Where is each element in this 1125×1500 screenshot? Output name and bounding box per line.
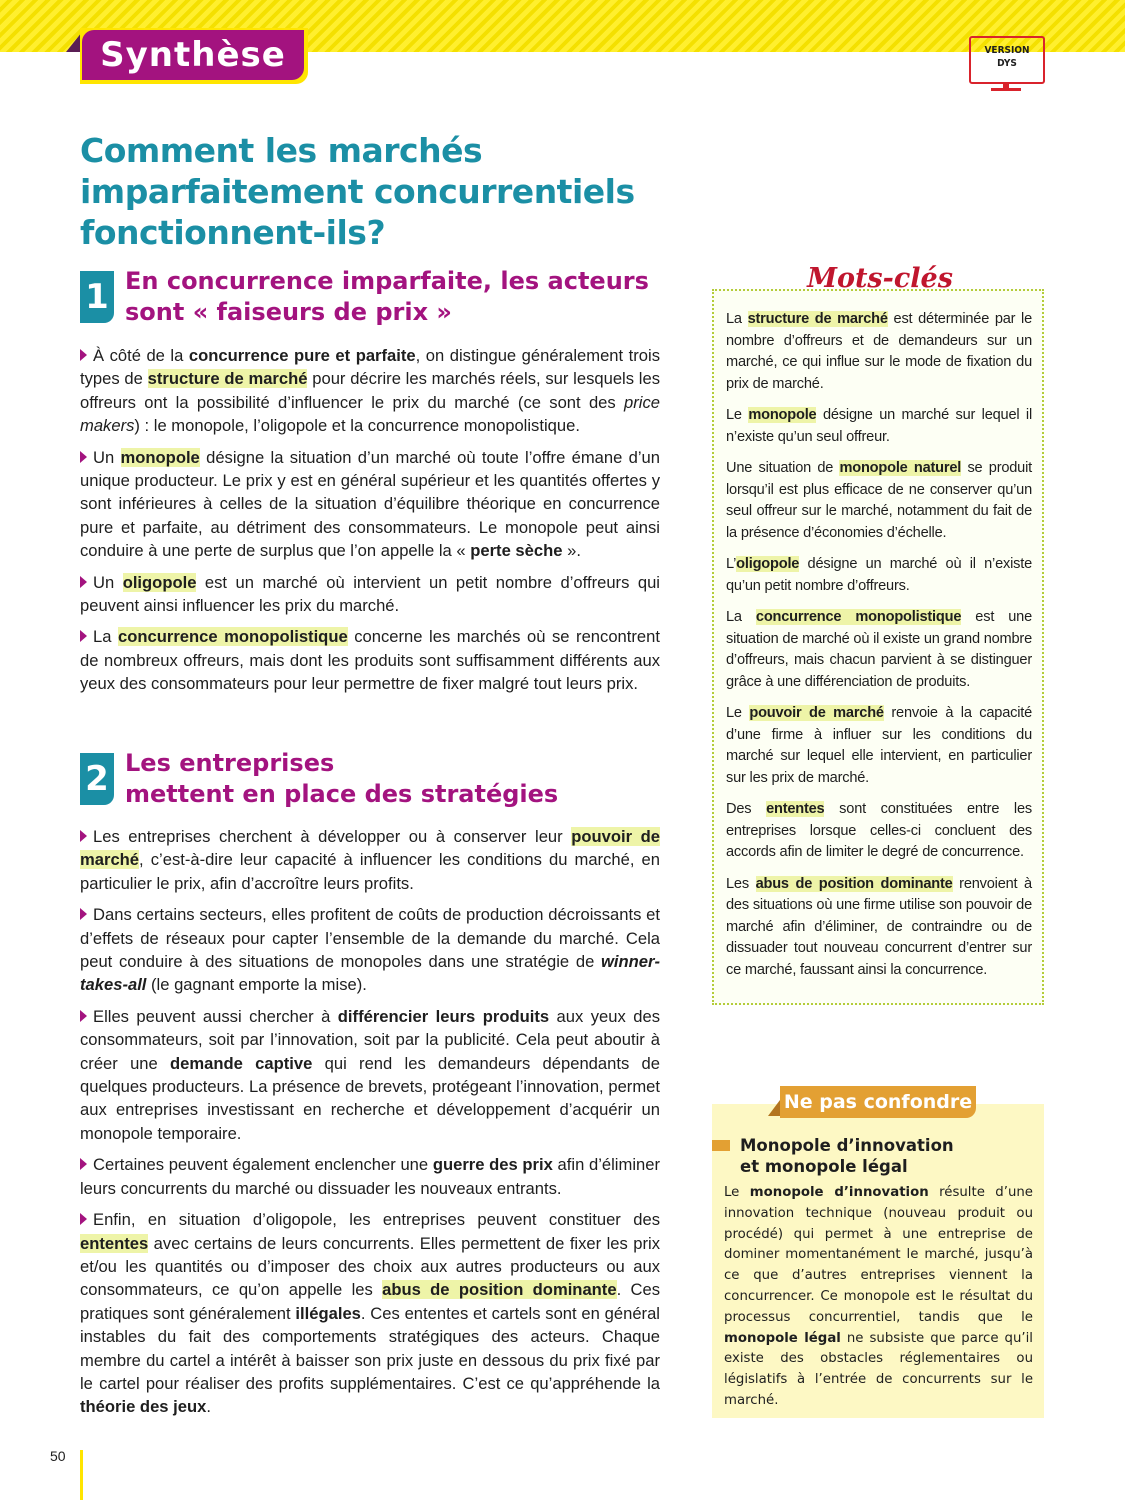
text-run: , on distingue généralement trois types de xyxy=(80,346,660,389)
text-run: se produit lorsqu’il est plus efficace de ne conserver qu’un seul offreur sur le marché, notamment du fait de la présence d’économies d’échelle. xyxy=(726,460,1032,541)
styled-run: théorie des jeux xyxy=(80,1397,207,1417)
paragraph xyxy=(726,874,1032,982)
styled-run: abus de position dominante xyxy=(382,1280,617,1300)
text-run: désigne la situation d’un marché où toute l’offre émane d’un unique producteur. Le prix y est en général supérieur et les quantités offertes y sont inférieures à celles de la situation d’équilibre théorique en concurrence pure et parfaite, au détriment des consommateurs. Le monopole peut ainsi conduire à une perte de surplus que l’on appelle la « xyxy=(80,447,661,561)
text-run: ) : le monopole, l’oligopole et la concurrence monopolistique. xyxy=(134,416,580,436)
text-run: Le xyxy=(724,1185,750,1200)
monitor-base xyxy=(991,88,1021,91)
paragraph xyxy=(726,458,1032,544)
bullet-icon xyxy=(80,1010,87,1022)
styled-run: monopole d’innovation xyxy=(749,1185,929,1200)
section-1-title-line1: En concurrence imparfaite, les acteurs xyxy=(125,267,649,295)
text-run: , c’est-à-dire leur capacité à influencer les conditions du marché, en particulier le prix, afin d’accroître leurs profits. xyxy=(80,850,660,893)
styled-run: demande captive xyxy=(170,1053,313,1073)
page-bar xyxy=(80,1450,83,1500)
text-run: Les entreprises cherchent à développer ou à conserver leur xyxy=(93,827,572,846)
text-run: Le xyxy=(726,407,749,423)
styled-run: ententes xyxy=(80,1233,149,1253)
text-run: La xyxy=(726,311,748,327)
styled-run: concurrence monopolistique xyxy=(755,609,962,625)
text-run: . Ces pratiques sont généralement xyxy=(80,1280,661,1323)
section-1-body xyxy=(80,344,660,704)
paragraph xyxy=(726,703,1032,789)
text-run: aux yeux des consommateurs, soit par l’innovation, soit par la publicité. Cela peut aboutir à créer une xyxy=(80,1006,661,1073)
text-run: (le gagnant emporte la mise). xyxy=(146,975,367,995)
page-number: 50 xyxy=(50,1448,66,1464)
paragraph xyxy=(80,344,660,438)
paragraph xyxy=(726,405,1032,448)
text-run: est une situation de marché où il existe un grand nombre d’offreurs, mais chacun parvient à se distinguer grâce à une différenciation de produits. xyxy=(726,609,1033,690)
styled-run: winner-takes-all xyxy=(80,952,660,995)
paragraph xyxy=(80,1005,660,1145)
text-run: concerne les marchés où se rencontrent de nombreux offreurs, mais dont les produits sont suffisamment différents aux yeux des consommateurs pour leur permettre de fixer malgré tout leurs prix. xyxy=(80,627,660,694)
styled-run: oligopole xyxy=(736,556,800,572)
styled-run: concurrence monopolistique xyxy=(118,627,348,647)
styled-run: monopole xyxy=(120,447,200,467)
styled-run: perte sèche xyxy=(470,541,563,561)
text-run: Elles peuvent aussi chercher à xyxy=(93,1006,338,1026)
paragraph xyxy=(726,309,1032,395)
text-run: Enfin, en situation d’oligopole, les entreprises peuvent constituer des xyxy=(93,1210,660,1230)
ne-pas-confondre-tab: Ne pas confondre xyxy=(780,1086,976,1118)
tab-fold xyxy=(768,1100,780,1116)
text-run: Les xyxy=(726,875,756,892)
styled-run: monopole xyxy=(748,407,817,423)
styled-run: ententes xyxy=(766,801,825,817)
text-run: La xyxy=(726,609,756,625)
styled-run: price makers xyxy=(80,392,660,436)
section-1-title-line2: sont « faiseurs de prix » xyxy=(125,298,452,326)
styled-run: monopole légal xyxy=(724,1330,841,1346)
bullet-icon xyxy=(80,576,87,588)
page-title: Comment les marchés imparfaitement concurrentiels fonctionnent-ils? xyxy=(80,131,635,252)
paragraph xyxy=(726,799,1032,864)
text-run: Un xyxy=(93,447,121,467)
text-run: Une situation de xyxy=(726,460,840,476)
monitor-icon xyxy=(969,36,1045,84)
styled-run: structure de marché xyxy=(147,369,308,389)
paragraph xyxy=(80,446,660,563)
text-run: résulte d’une innovation technique (nouveau produit ou procédé) qui permet à une entreprise de dominer momentanément le marché, jusqu’à ce que d’autres entreprises viennent la concurrencer. Ce monopole est le résultat du processus concurrentiel, tandis que le xyxy=(724,1185,1033,1325)
paragraph xyxy=(80,1208,660,1419)
bullet-icon xyxy=(80,830,87,842)
styled-run: monopole naturel xyxy=(839,460,962,476)
section-1-title xyxy=(125,266,649,328)
text-run: est déterminée par le nombre d’offreurs et de demandeurs sur un marché, ce qui influe sur le mode de fixation du prix de marché. xyxy=(726,311,1033,392)
styled-run: structure de marché xyxy=(747,311,888,327)
npc-heading-line1: Monopole d’innovation xyxy=(740,1136,954,1155)
text-run: est un marché où intervient un petit nombre d’offreurs qui peuvent ainsi influencer les prix du marché. xyxy=(80,572,660,616)
npc-heading-line2: et monopole légal xyxy=(740,1157,908,1176)
text-run: afin d’éliminer leurs concurrents du marché ou dissuader les nouveaux entrants. xyxy=(80,1155,660,1198)
styled-run: concurrence pure et parfaite xyxy=(188,346,416,365)
bullet-icon xyxy=(80,451,87,463)
section-2-title-line1: Les entreprises xyxy=(125,749,335,777)
paragraph xyxy=(80,825,660,895)
text-run: Certaines peuvent également enclencher une xyxy=(93,1155,433,1175)
text-run: Le xyxy=(726,705,750,721)
text-run: Des xyxy=(726,801,767,817)
synthese-badge: Synthèse xyxy=(82,30,304,80)
styled-run: abus de position dominante xyxy=(755,875,953,892)
dys-label-line2: DYS xyxy=(997,58,1017,69)
text-run: pour décrire les marchés réels, sur lesquels les offreurs ont la possibilité d’influencer le prix du marché (ce sont des xyxy=(80,369,661,412)
ne-pas-confondre-heading xyxy=(740,1135,1020,1177)
bullet-icon xyxy=(80,630,87,642)
section-2-body xyxy=(80,825,660,1427)
text-run: renvoient à des situations où une firme utilise son pouvoir de marché afin d’éliminer, de contraindre ou de dissuader tout nouveau concurrent d’entrer sur ce marché, faussant ainsi la concurrence. xyxy=(726,875,1032,978)
section-1-number: 1 xyxy=(80,271,114,323)
section-2-number: 2 xyxy=(80,753,114,805)
text-run: . xyxy=(206,1397,211,1417)
section-2-title-line2: mettent en place des stratégies xyxy=(125,780,559,808)
paragraph xyxy=(726,607,1032,693)
dys-label-line1: VERSION xyxy=(984,45,1030,56)
paragraph xyxy=(80,625,660,695)
text-run: désigne un marché où il n’existe qu’un petit nombre d’offreurs. xyxy=(726,556,1032,594)
paragraph xyxy=(80,571,660,618)
text-run: Dans certains secteurs, elles profitent de coûts de production décroissants et d’effets de réseaux pour capter l’ensemble de la demande du marché. Cela peut conduire à des situations de monopoles dans une stratégie de xyxy=(80,905,660,972)
paragraph xyxy=(80,903,660,997)
bullet-icon xyxy=(80,349,87,361)
styled-run: guerre des prix xyxy=(432,1155,553,1175)
paragraph xyxy=(726,554,1032,597)
styled-run: oligopole xyxy=(122,572,197,592)
styled-run: pouvoir de marché xyxy=(749,705,884,721)
text-run: ne subsiste que parce qu’il existe des obstacles réglementaires ou législatifs à l’entrée de concurrents sur le marché. xyxy=(724,1330,1033,1408)
text-run: La xyxy=(93,627,119,647)
text-run: qui rend les demandeurs dépendants de quelques producteurs. La présence de brevets, protégeant l’innovation, permet aux entreprises investissant en recherche et développement d’acquérir un monopole temporaire. xyxy=(80,1053,660,1143)
text-run: avec certains de leurs concurrents. Elles permettent de fixer les prix et/ou les quantités ou d’imposer des choix aux autres producteurs ou aux consommateurs, ce qu’on appelle les xyxy=(80,1233,660,1300)
text-run: renvoie à la capacité d’une firme à influer sur les conditions du marché sur lequel elle intervient, en particulier sur les prix de marché. xyxy=(726,705,1033,786)
text-run: À côté de la xyxy=(93,346,189,365)
text-run: ». xyxy=(562,541,581,561)
styled-run: pouvoir de marché xyxy=(80,827,660,870)
keywords-list xyxy=(726,309,1032,991)
bullet-icon xyxy=(80,1158,87,1170)
ne-pas-confondre-body xyxy=(724,1183,1033,1412)
styled-run: différencier leurs produits xyxy=(337,1006,550,1026)
heading-marker-icon xyxy=(712,1140,730,1151)
text-run: L’ xyxy=(726,556,737,572)
text-run: . Ces ententes et cartels sont en général instables du fait des comportements stratégiques des acteurs. Chaque membre du cartel a intérêt à baisser son prix juste en dessous du prix fixé par le cartel pour réaliser des profits supplémentaires. C’est ce qu’appréhende la xyxy=(80,1303,660,1393)
text-run: sont constituées entre les entreprises lorsque celles-ci concluent des accords afin de limiter le degré de concurrence. xyxy=(726,801,1032,860)
text-run: désigne un marché sur lequel il n’existe qu’un seul offreur. xyxy=(726,407,1033,445)
section-2-title xyxy=(125,748,558,810)
keywords-title: Mots-clés xyxy=(807,263,953,294)
version-dys-button[interactable] xyxy=(969,36,1045,94)
text-run: Un xyxy=(93,572,123,592)
styled-run: illégales xyxy=(295,1303,361,1323)
bullet-icon xyxy=(80,908,87,920)
bullet-icon xyxy=(80,1213,87,1225)
paragraph xyxy=(80,1153,660,1200)
